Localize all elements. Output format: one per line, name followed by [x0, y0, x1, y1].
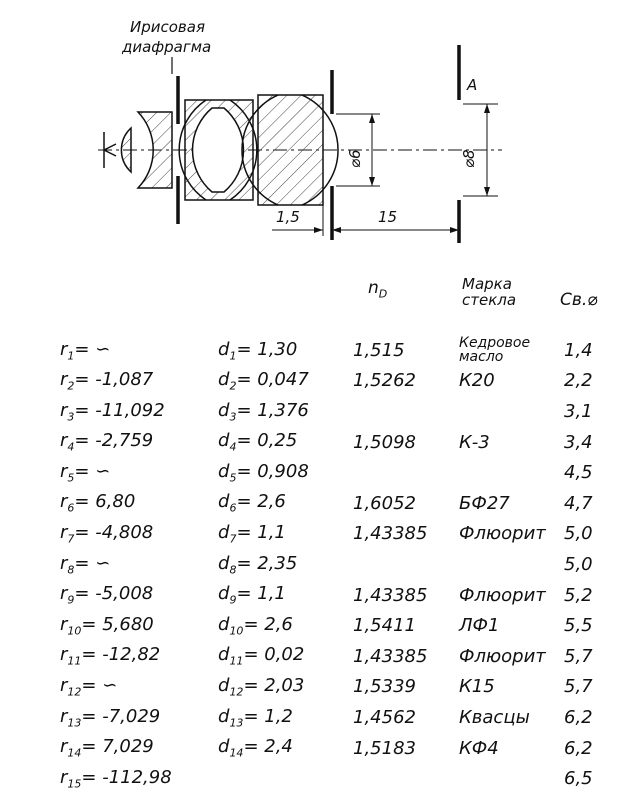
thickness-index: 3: [229, 410, 237, 424]
table-row: [60, 580, 604, 611]
thickness-value: = 2,4: [243, 736, 293, 758]
clear-aperture-cell: 6,2: [564, 706, 593, 728]
radius-cell: [60, 366, 218, 397]
thickness-value: = 0,047: [236, 369, 309, 391]
table-row: [60, 733, 604, 764]
radius-cell: [60, 427, 218, 458]
thickness-index: 6: [229, 502, 237, 516]
table-row: [60, 549, 604, 580]
thickness-index: 8: [229, 563, 237, 577]
radius-cell: [60, 335, 218, 366]
radius-symbol: r: [60, 583, 68, 605]
radius-value: = ∽: [74, 552, 111, 574]
thickness-cell: [218, 610, 353, 641]
radius-index: 2: [67, 379, 75, 393]
radius-symbol: r: [60, 766, 68, 788]
clear-aperture-cell: 4,7: [564, 492, 593, 514]
radius-value: = -4,808: [74, 522, 154, 544]
diameter-8-label: ⌀8: [460, 149, 478, 168]
dim-1-5-arrow: [314, 227, 323, 233]
glass-type-cell: Квасцы: [459, 706, 530, 728]
refractive-index-cell: [353, 396, 453, 427]
radius-cell: [60, 549, 218, 580]
thickness-value: = 2,6: [243, 613, 293, 635]
clear-aperture-cell: 2,2: [564, 370, 593, 392]
thickness-symbol: d: [218, 338, 230, 360]
thickness-index: 5: [229, 471, 237, 485]
table-row: [60, 366, 604, 397]
radius-symbol: r: [60, 369, 68, 391]
triplet-1-center-element: [193, 108, 244, 192]
radius-cell: [60, 580, 218, 611]
radius-value: = ∽: [74, 338, 111, 360]
lens-data-table: [60, 335, 604, 794]
thickness-cell: [218, 549, 353, 580]
radius-index: 4: [67, 440, 75, 454]
thickness-value: = 1,1: [236, 522, 286, 544]
table-row: [60, 427, 604, 458]
radius-cell: [60, 519, 218, 550]
thickness-index: 4: [229, 440, 237, 454]
thickness-symbol: d: [218, 552, 230, 574]
radius-value: = -2,759: [74, 430, 154, 452]
thickness-value: = 0,25: [236, 430, 298, 452]
refractive-index-cell: 1,5098: [353, 431, 416, 453]
thickness-value: = 2,03: [243, 675, 305, 697]
thickness-symbol: d: [218, 399, 230, 421]
thickness-index: 9: [229, 593, 237, 607]
radius-value: = -1,087: [74, 369, 154, 391]
thickness-index: 11: [229, 655, 244, 669]
radius-cell: [60, 610, 218, 641]
thickness-cell: [218, 396, 353, 427]
table-row: [60, 641, 604, 672]
refractive-index-cell: [353, 549, 453, 580]
radius-cell: [60, 763, 218, 794]
front-hemisphere-lens: [121, 128, 131, 172]
clear-aperture-cell: 6,5: [564, 768, 593, 790]
radius-value: = 7,029: [81, 736, 154, 758]
glass-type-cell: КФ4: [459, 737, 499, 759]
thickness-cell: [218, 733, 353, 764]
radius-value: = ∽: [81, 675, 118, 697]
glass-type-cell: БФ27: [459, 492, 510, 514]
glass-type-cell: К-3: [459, 431, 490, 453]
radius-symbol: r: [60, 460, 68, 482]
radius-index: 8: [67, 563, 75, 577]
radius-value: = -5,008: [74, 583, 154, 605]
thickness-cell: [218, 702, 353, 733]
thickness-index: 13: [229, 716, 244, 730]
radius-value: = -12,82: [81, 644, 161, 666]
radius-symbol: r: [60, 736, 68, 758]
thickness-value: = 2,35: [236, 552, 298, 574]
glass-type-cell: [453, 549, 564, 580]
radius-symbol: r: [60, 399, 68, 421]
refractive-index-cell: 1,43385: [353, 645, 428, 667]
thickness-symbol: d: [218, 491, 230, 513]
table-row: [60, 702, 604, 733]
thickness-value: = 1,1: [236, 583, 286, 605]
radius-symbol: r: [60, 613, 68, 635]
thickness-symbol: d: [218, 369, 230, 391]
thickness-index: 7: [229, 532, 237, 546]
thickness-index: 12: [229, 685, 244, 699]
refractive-index-cell: 1,43385: [353, 584, 428, 606]
radius-index: 7: [67, 532, 75, 546]
clear-aperture-cell: 4,5: [564, 462, 593, 484]
thickness-cell: [218, 457, 353, 488]
triplet-2-outer: [258, 95, 323, 205]
clear-aperture-cell: 1,4: [564, 339, 593, 361]
radius-symbol: r: [60, 675, 68, 697]
plane-a-label: A: [467, 76, 478, 94]
radius-index: 12: [67, 685, 82, 699]
table-row: [60, 610, 604, 641]
lens-diagram: [0, 0, 624, 250]
thickness-symbol: d: [218, 460, 230, 482]
thickness-value: = 1,2: [243, 705, 293, 727]
header-glass-line1: Марка: [462, 275, 512, 293]
thickness-value: = 0,02: [243, 644, 305, 666]
thickness-symbol: d: [218, 675, 230, 697]
radius-symbol: r: [60, 552, 68, 574]
thickness-cell: [218, 488, 353, 519]
radius-index: 10: [67, 624, 82, 638]
glass-type-cell: К20: [459, 370, 495, 392]
thickness-cell: [218, 672, 353, 703]
glass-type-line: масло: [459, 349, 504, 366]
radius-value: = ∽: [74, 460, 111, 482]
radius-index: 3: [67, 410, 75, 424]
clear-aperture-cell: 5,5: [564, 615, 593, 637]
glass-type-cell: Флюорит: [459, 645, 546, 667]
radius-value: = -11,092: [74, 399, 165, 421]
thickness-cell: [218, 519, 353, 550]
thickness-value: = 1,30: [236, 338, 298, 360]
refractive-index-cell: 1,5183: [353, 737, 416, 759]
radius-symbol: r: [60, 338, 68, 360]
thickness-value: = 0,908: [236, 460, 309, 482]
clear-aperture-cell: 5,0: [564, 523, 593, 545]
table-row: [60, 488, 604, 519]
thickness-cell: [218, 641, 353, 672]
radius-index: 13: [67, 716, 82, 730]
glass-type-cell: [453, 763, 564, 794]
radius-index: 14: [67, 746, 82, 760]
table-row: [60, 672, 604, 703]
glass-type-cell: [453, 335, 564, 366]
glass-type-cell: К15: [459, 676, 495, 698]
radius-cell: [60, 457, 218, 488]
thickness-index: 14: [229, 746, 244, 760]
glass-type-cell: [453, 396, 564, 427]
radius-cell: [60, 396, 218, 427]
thickness-symbol: d: [218, 583, 230, 605]
clear-aperture-cell: 3,4: [564, 431, 593, 453]
refractive-index-cell: [353, 457, 453, 488]
radius-value: = 5,680: [81, 613, 154, 635]
thickness-symbol: d: [218, 644, 230, 666]
glass-type-cell: ЛФ1: [459, 615, 500, 637]
radius-cell: [60, 733, 218, 764]
radius-symbol: r: [60, 705, 68, 727]
thickness-cell: [218, 366, 353, 397]
refractive-index-cell: 1,6052: [353, 492, 416, 514]
radius-value: = 6,80: [74, 491, 136, 513]
thickness-value: = 1,376: [236, 399, 309, 421]
clear-aperture-cell: 5,7: [564, 676, 593, 698]
clear-aperture-cell: 5,7: [564, 645, 593, 667]
thickness-index: 10: [229, 624, 244, 638]
clear-aperture-cell: 6,2: [564, 737, 593, 759]
radius-cell: [60, 488, 218, 519]
radius-symbol: r: [60, 491, 68, 513]
refractive-index-cell: 1,43385: [353, 523, 428, 545]
radius-index: 11: [67, 655, 82, 669]
radius-symbol: r: [60, 644, 68, 666]
radius-symbol: r: [60, 522, 68, 544]
spacing-1-5-label: 1,5: [276, 208, 300, 226]
refractive-index-cell: 1,5262: [353, 370, 416, 392]
thickness-cell: [218, 427, 353, 458]
radius-index: 1: [67, 349, 75, 363]
clear-aperture-cell: 5,2: [564, 584, 593, 606]
radius-value: = -112,98: [81, 766, 172, 788]
header-clear-aperture: Св.⌀: [560, 290, 598, 310]
radius-index: 6: [67, 502, 75, 516]
table-row: [60, 763, 604, 794]
clear-aperture-cell: 3,1: [564, 400, 593, 422]
table-row: [60, 396, 604, 427]
refractive-index-cell: 1,4562: [353, 706, 416, 728]
header-n-d: $n_D$: [368, 278, 388, 301]
radius-index: 15: [67, 777, 82, 791]
table-row: [60, 519, 604, 550]
thickness-symbol: d: [218, 736, 230, 758]
header-glass: [462, 276, 516, 308]
thickness-symbol: d: [218, 430, 230, 452]
spacing-15-label: 15: [378, 208, 398, 226]
glass-type-line: Кедровое: [459, 335, 531, 352]
radius-cell: [60, 672, 218, 703]
refractive-index-cell: 1,515: [353, 339, 405, 361]
iris-label-line1: Ирисовая: [130, 18, 205, 36]
table-row: [60, 335, 604, 366]
header-glass-line2: стекла: [462, 291, 517, 309]
radius-cell: [60, 702, 218, 733]
thickness-index: 1: [229, 349, 237, 363]
glass-type-cell: Флюорит: [459, 523, 546, 545]
diameter-6-label: ⌀6: [346, 149, 364, 168]
thickness-symbol: d: [218, 613, 230, 635]
iris-label-line2: диафрагма: [122, 38, 212, 56]
radius-index: 9: [67, 593, 75, 607]
radius-cell: [60, 641, 218, 672]
thickness-cell: [218, 580, 353, 611]
refractive-index-cell: [353, 763, 453, 794]
radius-index: 5: [67, 471, 75, 485]
thickness-symbol: d: [218, 522, 230, 544]
thickness-symbol: d: [218, 705, 230, 727]
refractive-index-cell: 1,5411: [353, 615, 416, 637]
refractive-index-cell: 1,5339: [353, 676, 416, 698]
radius-value: = -7,029: [81, 705, 161, 727]
thickness-cell: [218, 335, 353, 366]
glass-type-cell: [453, 457, 564, 488]
glass-type-cell: Флюорит: [459, 584, 546, 606]
thickness-index: 2: [229, 379, 237, 393]
radius-symbol: r: [60, 430, 68, 452]
table-row: [60, 457, 604, 488]
thickness-cell: [218, 763, 353, 794]
thickness-value: = 2,6: [236, 491, 286, 513]
clear-aperture-cell: 5,0: [564, 553, 593, 575]
